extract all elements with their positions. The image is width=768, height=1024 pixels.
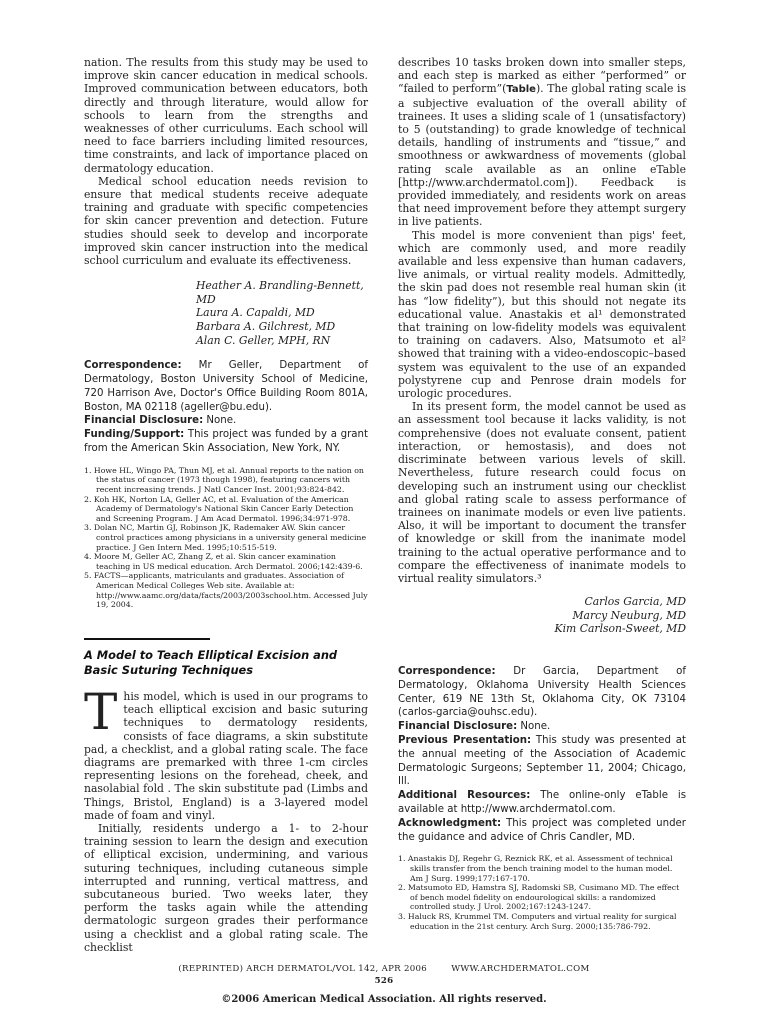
article-title: A Model to Teach Elliptical Excision and Basic Suturing Techniques [84,648,338,677]
reference-item: 3. Haluck RS, Krummel TM. Computers and virtual reality for surgical education in the 21st century. Arch Surg. 2000;135:786-792. [398,911,677,931]
right-paragraph-3: In its present form, the model cannot be used as an assessment tool because it lacks validity, is not comprehensive (does not evaluate consent, patient interaction, or hemostasis), and does not discriminate between various levels of skill. Nevertheless, future research could focus on developing such an instrument using our checklist and global rating scale to assess performance of trainees on inanimate models or even live patients. Also, it will be important to document the transfer of knowledge or skill from the inanimate model training to the actual operative performance and to compare the effectiveness of inanimate models to virtual reality simulators.³ [398,400,686,585]
references-list-2 [398,854,686,931]
additional-resources: Additional Resources: The online-only eTable is available at http://www.archdermatol.com. [398,790,687,815]
author-name: Marcy Neuburg, MD [572,608,686,622]
article-2-column [84,638,368,954]
author-signature-block-1 [196,279,368,347]
left-paragraph-1: nation. The results from this study may be used to improve skin cancer education in medical schools. Improved communication between educators, both directly and through literature, would allow for schools to learn from the strengths and weaknesses of other curriculums. Each school will need to face barriers including limited resources, time constraints, and lack of importance placed on dermatology education. [84,56,368,175]
right-column [398,56,686,646]
drop-cap: T [84,683,118,741]
right-paragraph-1: describes 10 tasks broken down into smaller steps, and each step is marked as either “performed” or “failed to perform”(Table). The global rating scale is a subjective evaluation of the overall ability of trainees. It uses a sliding scale of 1 (unsatisfactory) to 5 (outstanding) to grade knowledge of technical details, handling of instruments and “tissue,” and smoothness or awkwardness of movements (global rating scale available as an online eTable [http://www.archdermatol.com]). Feedback is provided immediately, and residents work on areas that need improvement before they attempt surgery in live patients. [398,56,686,229]
correspondence-2: Correspondence: Dr Garcia, Department of Dermatology, Oklahoma University Health Sciences Center, 619 NE 13th St, Oklahoma City, OK 73104 (carlos-garcia@ouhsc.edu). [398,666,686,719]
author-name: Kim Carlson-Sweet, MD [554,622,686,636]
financial-disclosure-1: Financial Disclosure: None. [84,415,237,427]
reference-item: 4. Moore M, Geller AC, Zhang Z, et al. Skin cancer examination teaching in US medical education. Arch Dermatol. 2006;142:439-6. [84,552,363,571]
title-rule [84,638,210,640]
journal-line: (REPRINTED) ARCH DERMATOL/VOL 142, APR 2006 WWW.ARCHDERMATOL.COM [178,964,590,974]
author-name: Heather A. Brandling-Bennett, MD [196,279,364,306]
acknowledgment: Acknowledgment: This project was completed under the guidance and advice of Chris Candler, MD. [398,817,686,843]
author-name: Alan C. Geller, MPH, RN [196,333,331,347]
reference-item: 2. Koh HK, Norton LA, Geller AC, et al. Evaluation of the American Academy of Dermatology's National Skin Cancer Early Detection and Screening Program. J Am Acad Dermatol. 1996;34:971-978. [84,494,354,523]
left-paragraph-2: Medical school education needs revision to ensure that medical students receive adequate training and graduate with specific competencies for skin cancer prevention and detection. Future studies should seek to develop and incorporate improved skin cancer instruction into the medical school curriculum and evaluate its effectiveness. [84,174,368,268]
reference-item: 2. Matsumoto ED, Hamstra SJ, Radomski SB, Cusimano MD. The effect of bench model fidelity on endourological skills: a randomized controlled study. J Urol. 2002;167:1243-1247. [398,883,680,912]
author-name: Laura A. Capaldi, MD [196,306,315,320]
reference-item: 5. FACTS—applicants, matriculants and graduates. Association of American Medical Colleges Web site. Available at: http://www.aamc.org/data/facts/2003/2003school.htm. Accessed July 19, 2004. [84,571,368,610]
financial-disclosure-2: Financial Disclosure: None. [398,721,551,733]
author-signature-block-2 [398,595,686,636]
page-footer [0,963,768,987]
reference-item: 1. Howe HL, Wingo PA, Thun MJ, et al. Annual reports to the nation on the status of cancer (1973 though 1998), featuring cancers with recent increasing trends. J Natl Cancer Inst. 2001;93:824-842. [84,465,364,494]
article-2-paragraph-1: This model, which is used in our programs to teach elliptical excision and basic suturing techniques to dermatology residents, consists of face diagrams, a skin substitute pad, a checklist, and a global rating scale. The face diagrams are premarked with three 1-cm circles representing lesions on the forehead, cheek, and nasolabial fold . The skin substitute pad (Limbs and Things, Bristol, England) is a 3-layered model made of foam and vinyl. [84,683,368,822]
funding-support: Funding/Support: This project was funded by a grant from the American Skin Association, New York, NY. [84,429,368,454]
article-2-paragraph-2: Initially, residents undergo a 1- to 2-hour training session to learn the design and execution of elliptical excision, undermining, and various suturing techniques, including cutaneous simple interrupted and running, vertical mattress, and subcutaneous buried. Two weeks later, they perform the tasks again while the attending dermatologic surgeon grades their performance using a checklist and a global rating scale. The checklist [84,822,368,954]
right-bottom-column [398,665,686,931]
reference-item: 1. Anastakis DJ, Regehr G, Reznick RK, et al. Assessment of technical skills transfer from the bench training model to the human model. Am J Surg. 1999;177:167-170. [398,854,673,883]
references-list-1 [84,466,368,610]
previous-presentation: Previous Presentation: This study was presented at the annual meeting of the Association of Academic Dermatologic Surgeons; September 11, 2004; Chicago, Ill. [398,734,687,788]
page-number: 526 [374,976,394,986]
author-name: Barbara A. Gilchrest, MD [196,320,336,334]
right-paragraph-2: This model is more convenient than pigs' feet, which are commonly used, and more readily available and less expensive than human cadavers, live animals, or virtual reality models. Admittedly, the skin pad does not resemble real human skin (it has “low fidelity”), but this should not negate its educational value. Anastakis et al¹ demonstrated that training on low-fidelity models was equivalent to training on cadavers. Also, Matsumoto et al² showed that training with a video-endoscopic–based system was equivalent to the use of an expanded polystyrene cup and Penrose drain models for urologic procedures. [398,228,686,401]
copyright-notice: ©2006 American Medical Association. All rights reserved. [221,994,547,1005]
table-reference-link[interactable]: Table [506,84,536,96]
author-name: Carlos Garcia, MD [584,595,686,609]
correspondence-1: Correspondence: Mr Geller, Department of Dermatology, Boston University School of Medicine, 720 Harrison Ave, Doctor's Office Building Room 801A, Boston, MA 02118 (ageller@bu.edu). [84,360,368,413]
reference-item: 3. Dolan NC, Martin GJ, Robinson JK, Rademaker AW. Skin cancer control practices among physicians in a university general medicine practice. J Gen Intern Med. 1995;10:515-519. [84,523,367,552]
left-column [84,56,368,610]
